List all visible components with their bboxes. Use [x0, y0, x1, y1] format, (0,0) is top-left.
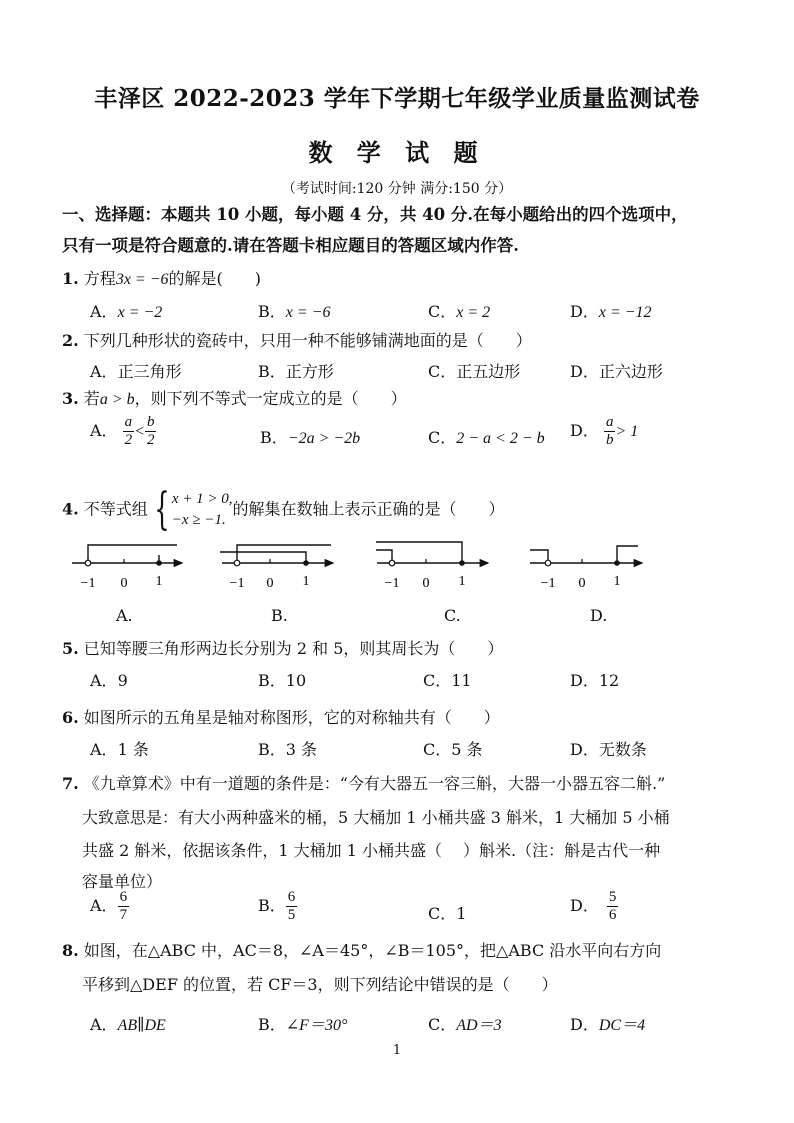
stem-text: 不等式组	[83, 499, 148, 519]
stem-text: 若	[83, 389, 100, 408]
equation: 3x = −6	[115, 271, 169, 288]
tick-label: −1	[384, 576, 400, 591]
fraction: $\frac{5}{6}$	[608, 889, 617, 923]
fraction: $\frac{6}{5}$	[287, 889, 296, 923]
inequality-system: x + 1 > 0, −x ≥ −1.	[171, 491, 233, 528]
q3-option-c: C．2 − a < 2 − b	[428, 428, 545, 447]
q6-option-b: B．3 条	[258, 740, 318, 759]
tick-label: −1	[540, 576, 556, 591]
question-7-line3: 共盛 2 斛米，依据该条件，1 大桶加 1 小桶共盛（ ）斛米.（注：斛是古代一种	[82, 841, 661, 860]
tick-label: 1	[458, 574, 466, 589]
section-instructions-line1: 一、选择题：本题共 10 小题，每小题 4 分，共 40 分.在每小题给出的四个选项中，	[62, 205, 688, 224]
q4-option-d: D.	[590, 606, 608, 625]
tick-label: 0	[578, 576, 586, 591]
q7-option-b: B． $\frac{6}{5}$	[258, 889, 296, 923]
number-line-b	[220, 545, 333, 591]
page-number: 1	[392, 1043, 402, 1058]
tick-label: −1	[80, 576, 96, 591]
tick-label: 0	[422, 576, 430, 591]
question-number: 7.	[62, 774, 79, 793]
number-line-c	[376, 542, 488, 591]
q8-option-a: A．AB∥DE	[90, 1015, 166, 1034]
condition: a > b	[99, 391, 135, 408]
question-number: 6.	[62, 708, 79, 727]
q7-option-c: C．1	[428, 904, 467, 923]
q2-option-a: A．正三角形	[90, 362, 182, 381]
q5-option-b: B．10	[258, 671, 307, 690]
tick-label: 0	[120, 576, 128, 591]
q2-option-b: B．正方形	[258, 362, 334, 381]
stem-text: 的解是( )	[168, 269, 262, 288]
q3-option-b: B．−2a > −2b	[260, 428, 361, 447]
q1-option-d: D．x = −12	[570, 302, 652, 321]
fraction: $\frac{6}{7}$	[119, 889, 128, 923]
number-line-d	[530, 546, 642, 591]
stem-text: 《九章算术》中有一道题的条件是：“今有大器五一容三斛，大器一小器五容二斛.”	[83, 774, 666, 793]
tick-label: −1	[229, 576, 245, 591]
q8-option-b: B．∠F＝30°	[258, 1015, 348, 1034]
q7-option-d: D． $\frac{5}{6}$	[570, 889, 617, 923]
tick-label: 1	[302, 574, 310, 589]
tick-label: 0	[266, 576, 274, 591]
q7-option-a: A． $\frac{6}{7}$	[90, 889, 128, 923]
q8-option-c: C．AD＝3	[428, 1015, 502, 1034]
stem-text: ，则下列不等式一定成立的是（ ）	[134, 389, 407, 408]
fraction: $\frac{b}{2}$	[146, 414, 155, 448]
stem-text: 如图，在△ABC 中，AC＝8，∠A＝45°，∠B＝105°，把△ABC 沿水平向右方向	[83, 941, 662, 960]
question-7-line4: 容量单位）	[82, 872, 163, 891]
q5-option-d: D．12	[570, 671, 620, 690]
question-5-stem	[62, 636, 503, 659]
q3-option-a: A． $\frac{a}{2}$ < $\frac{b}{2}$	[90, 414, 155, 448]
q3-option-d: D． $\frac{a}{b}$ > 1	[570, 414, 639, 448]
question-6-stem	[62, 705, 500, 728]
question-number: 3.	[62, 389, 79, 408]
q2-option-c: C．正五边形	[428, 362, 521, 381]
question-8-line1	[62, 938, 661, 961]
question-number: 4.	[62, 499, 79, 519]
question-7-line2: 大致意思是：有大小两种盛米的桶，5 大桶加 1 小桶共盛 3 斛米，1 大桶加 5 小桶	[82, 808, 670, 827]
fraction: $\frac{a}{2}$	[124, 414, 133, 448]
q8-option-d: D．DC＝4	[570, 1015, 646, 1034]
fraction: $\frac{a}{b}$	[605, 414, 614, 448]
q6-option-c: C．5 条	[423, 740, 483, 759]
q6-option-a: A．1 条	[90, 740, 149, 759]
exam-meta: （考试时间:120 分钟 满分:150 分）	[281, 181, 513, 197]
section-instructions-line2: 只有一项是符合题意的.请在答题卡相应题目的答题区域内作答.	[62, 236, 519, 255]
stem-text: 方程	[83, 269, 116, 288]
stem-text: 已知等腰三角形两边长分别为 2 和 5，则其周长为（ ）	[83, 639, 504, 658]
q6-option-d: D．无数条	[570, 740, 647, 759]
tick-label: 1	[613, 574, 621, 589]
q1-option-a: A．x = −2	[90, 302, 163, 321]
q1-option-c: C．x = 2	[428, 302, 491, 321]
question-4-stem	[62, 484, 505, 535]
q4-option-b: B.	[271, 606, 288, 625]
question-2-stem	[62, 328, 532, 351]
question-3-stem	[62, 386, 407, 409]
q1-option-b: B．x = −6	[258, 302, 331, 321]
stem-text: 如图所示的五角星是轴对称图形，它的对称轴共有（ ）	[83, 708, 500, 727]
stem-text: 的解集在数轴上表示正确的是（ ）	[232, 499, 505, 519]
question-number: 5.	[62, 639, 79, 658]
q2-option-d: D．正六边形	[570, 362, 663, 381]
q5-option-c: C．11	[423, 671, 472, 690]
question-number: 1.	[62, 269, 79, 288]
exam-title: 丰泽区 2022-2023 学年下学期七年级学业质量监测试卷	[94, 85, 700, 112]
subject-title: 数 学 试 题	[308, 138, 486, 167]
tick-label: 1	[155, 574, 163, 589]
question-number: 8.	[62, 941, 79, 960]
question-number: 2.	[62, 331, 79, 350]
q4-option-c: C.	[444, 606, 461, 625]
question-1-stem	[62, 266, 261, 289]
left-brace: {	[154, 484, 170, 535]
q5-option-a: A．9	[90, 671, 128, 690]
q4-option-a: A.	[116, 606, 133, 625]
number-line-options	[0, 530, 794, 600]
stem-text: 下列几种形状的瓷砖中，只用一种不能够铺满地面的是（ ）	[83, 331, 532, 350]
question-7-line1	[62, 771, 665, 794]
question-8-line2: 平移到△DEF 的位置，若 CF＝3，则下列结论中错误的是（ ）	[82, 975, 558, 994]
number-line-a	[72, 545, 182, 591]
